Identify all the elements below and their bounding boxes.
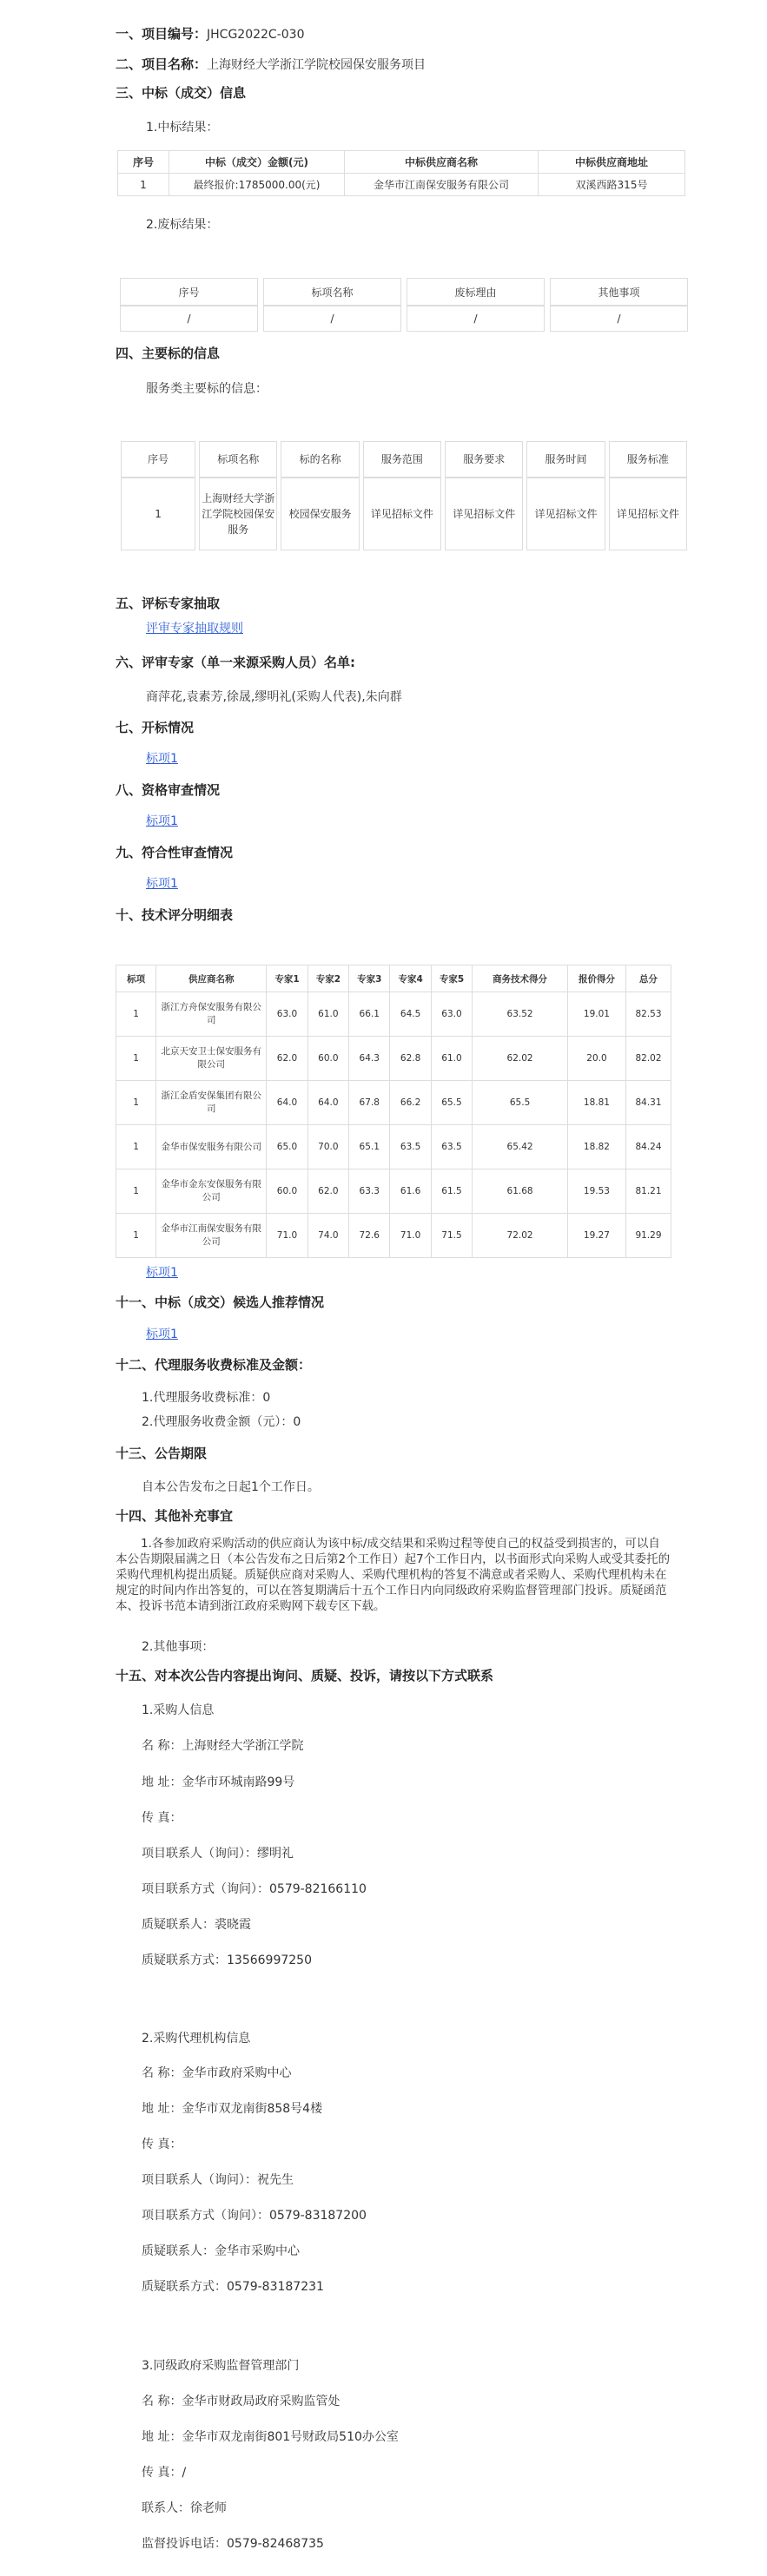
- agency-address: 地 址：金华市双龙南街858号4楼: [142, 2102, 323, 2116]
- table-header: 专家5: [431, 965, 472, 992]
- table-cell: 63.3: [349, 1169, 390, 1214]
- table-row: [120, 306, 688, 332]
- table-row: [116, 1081, 671, 1125]
- table-cell: 62.0: [307, 1169, 348, 1214]
- agency-name: 名 称：金华市政府采购中心: [142, 2066, 292, 2080]
- section-supplement-heading: 十四、其他补充事宜: [116, 1508, 234, 1524]
- score-table: [116, 965, 671, 1258]
- purchaser-contact-phone: 项目联系方式（询问）：0579-82166110: [142, 1882, 367, 1896]
- table-header: 报价得分: [567, 965, 625, 992]
- table-cell: 金华市保安服务有限公司: [156, 1125, 267, 1169]
- table-cell: 64.0: [267, 1081, 307, 1125]
- purchaser-name: 名 称：上海财经大学浙江学院: [142, 1739, 304, 1753]
- table-cell: 校园保安服务: [281, 478, 359, 550]
- subject-subtitle: 服务类主要标的信息：: [146, 382, 268, 396]
- table-cell: 19.53: [567, 1169, 625, 1214]
- section-candidate-heading: 十一、中标（成交）候选人推荐情况: [116, 1295, 325, 1310]
- table-cell: 浙江方舟保安服务有限公司: [156, 992, 267, 1037]
- supervisor-contact: 联系人：徐老师: [142, 2501, 227, 2515]
- experts-list: 商萍花,袁素芳,徐晟,缪明礼(采购人代表),朱向群: [146, 690, 402, 704]
- section-expert-draw-heading: 五、评标专家抽取: [116, 596, 221, 611]
- table-cell: 67.8: [349, 1081, 390, 1125]
- table-cell: 71.5: [431, 1214, 472, 1258]
- award-result-subtitle: 1.中标结果：: [146, 121, 219, 135]
- table-row: [121, 478, 687, 550]
- table-header: 服务范围: [363, 441, 441, 478]
- score-lot-link[interactable]: 标项1: [146, 1266, 178, 1280]
- table-header: 服务标准: [609, 441, 687, 478]
- table-header: 专家3: [349, 965, 390, 992]
- supervisor-complaint-phone: 监督投诉电话：0579-82468735: [142, 2537, 324, 2551]
- table-cell: 63.5: [431, 1125, 472, 1169]
- table-header: 标项: [116, 965, 156, 992]
- table-cell: 82.02: [625, 1037, 671, 1081]
- table-row: [116, 1214, 671, 1258]
- table-cell: 65.1: [349, 1125, 390, 1169]
- agency-fee-amount: 2.代理服务收费金额（元）：0: [142, 1415, 301, 1429]
- notice-period-text: 自本公告发布之日起1个工作日。: [142, 1480, 320, 1494]
- purchaser-fax: 传 真：: [142, 1811, 182, 1825]
- table-cell: 18.82: [567, 1125, 625, 1169]
- table-header-row: [116, 965, 671, 992]
- purchaser-complaint-contact: 质疑联系人：裘晓霞: [142, 1918, 251, 1932]
- table-cell: 浙江金盾安保集团有限公司: [156, 1081, 267, 1125]
- table-cell: 详见招标文件: [609, 478, 687, 550]
- table-cell: /: [263, 306, 401, 332]
- table-header: 服务要求: [445, 441, 523, 478]
- section-subject-heading: 四、主要标的信息: [116, 346, 221, 361]
- table-cell: 62.02: [473, 1037, 568, 1081]
- table-header-row: [118, 151, 685, 174]
- agency-info-title: 2.采购代理机构信息: [142, 2032, 251, 2046]
- table-cell: 63.52: [473, 992, 568, 1037]
- table-cell: /: [550, 306, 688, 332]
- table-cell: 详见招标文件: [526, 478, 605, 550]
- table-row: [116, 992, 671, 1037]
- table-cell: 61.0: [307, 992, 348, 1037]
- qualification-lot-link[interactable]: 标项1: [146, 814, 178, 828]
- agency-complaint-contact: 质疑联系人：金华市采购中心: [142, 2244, 300, 2258]
- section-qualification-heading: 八、资格审查情况: [116, 782, 221, 798]
- table-header-row: [120, 278, 688, 306]
- supervisor-address: 地 址：金华市双龙南街801号财政局510办公室: [142, 2430, 399, 2444]
- agency-contact: 项目联系人（询问）：祝先生: [142, 2173, 294, 2187]
- table-header: 专家1: [267, 965, 307, 992]
- table-cell: 60.0: [307, 1037, 348, 1081]
- table-cell: 62.8: [390, 1037, 431, 1081]
- table-header: 标项名称: [199, 441, 277, 478]
- table-row: [116, 1169, 671, 1214]
- table-cell: 1: [116, 1125, 156, 1169]
- table-cell: 64.5: [390, 992, 431, 1037]
- table-cell: 金华市江南保安服务有限公司: [345, 174, 539, 196]
- supervisor-fax: 传 真：/: [142, 2466, 187, 2480]
- table-header: 标的名称: [281, 441, 359, 478]
- table-cell: 最终报价:1785000.00(元): [169, 174, 345, 196]
- project-name-value: 上海财经大学浙江学院校园保安服务项目: [207, 58, 426, 72]
- section-experts-heading: 六、评审专家（单一来源采购人员）名单:: [116, 655, 356, 670]
- table-cell: 64.0: [307, 1081, 348, 1125]
- table-header: 其他事项: [550, 278, 688, 306]
- table-cell: 84.24: [625, 1125, 671, 1169]
- table-header: 序号: [121, 441, 195, 478]
- table-cell: 19.27: [567, 1214, 625, 1258]
- table-header: 专家2: [307, 965, 348, 992]
- section-contact-heading: 十五、对本次公告内容提出询问、质疑、投诉，请按以下方式联系: [116, 1668, 494, 1683]
- table-cell: 金华市金东安保服务有限公司: [156, 1169, 267, 1214]
- table-cell: 金华市江南保安服务有限公司: [156, 1214, 267, 1258]
- supervisor-name: 名 称：金华市财政局政府采购监管处: [142, 2395, 341, 2408]
- table-cell: 81.21: [625, 1169, 671, 1214]
- table-header: 中标（成交）金额(元): [169, 151, 345, 174]
- failed-result-subtitle: 2.废标结果：: [146, 218, 219, 232]
- award-result-table: [117, 150, 685, 196]
- table-cell: 82.53: [625, 992, 671, 1037]
- project-name-label: 二、项目名称：: [116, 56, 208, 72]
- project-number-label: 一、项目编号：: [116, 26, 208, 42]
- table-header: 专家4: [390, 965, 431, 992]
- table-header: 废标理由: [407, 278, 545, 306]
- table-header: 中标供应商地址: [539, 151, 685, 174]
- table-header-row: [121, 441, 687, 478]
- table-cell: 63.0: [267, 992, 307, 1037]
- purchaser-contact: 项目联系人（询问）：缪明礼: [142, 1847, 294, 1861]
- table-cell: 19.01: [567, 992, 625, 1037]
- project-number-value: JHCG2022C-030: [207, 28, 305, 42]
- supervisor-info-title: 3.同级政府采购监督管理部门: [142, 2359, 300, 2373]
- agency-fee-standard: 1.代理服务收费标准：0: [142, 1391, 271, 1405]
- agency-complaint-phone: 质疑联系方式：0579-83187231: [142, 2280, 324, 2294]
- section-agency-fee-heading: 十二、代理服务收费标准及金额：: [116, 1357, 312, 1373]
- table-header: 供应商名称: [156, 965, 267, 992]
- project-number-row: [116, 24, 304, 43]
- section-score-heading: 十、技术评分明细表: [116, 907, 234, 923]
- table-cell: 详见招标文件: [363, 478, 441, 550]
- table-cell: 1: [116, 1214, 156, 1258]
- table-cell: 71.0: [267, 1214, 307, 1258]
- table-cell: 71.0: [390, 1214, 431, 1258]
- table-cell: 61.68: [473, 1169, 568, 1214]
- table-cell: 72.02: [473, 1214, 568, 1258]
- table-cell: 18.81: [567, 1081, 625, 1125]
- table-cell: 65.5: [431, 1081, 472, 1125]
- table-cell: 63.5: [390, 1125, 431, 1169]
- table-cell: 1: [116, 1169, 156, 1214]
- table-cell: 上海财经大学浙江学院校园保安服务: [199, 478, 277, 550]
- failed-result-table: [115, 278, 693, 332]
- section-opening-heading: 七、开标情况: [116, 720, 195, 735]
- table-cell: /: [120, 306, 258, 332]
- table-cell: 65.5: [473, 1081, 568, 1125]
- table-cell: 63.0: [431, 992, 472, 1037]
- complaint-paragraph: 1.各参加政府采购活动的供应商认为该中标/成交结果和采购过程等使自己的权益受到损害的，可以自本公告期限届满之日（本公告发布之日后第2个工作日）起7个工作日内，以书面形式向采购人或受其委托的采购代理机构提出质疑。质疑供应商对采购人、采购代理机构的答复不满意或者采购人、采购代理机构未在规定的时间内作出答复的，可以在答复期满后十五个工作日内向同级政府采购监督管理部门投诉。质疑函范本、投诉书范本请到浙江政府采购网下载专区下载。: [116, 1537, 671, 1613]
- table-cell: 1: [116, 992, 156, 1037]
- section-award-heading: 三、中标（成交）信息: [116, 85, 247, 101]
- agency-fax: 传 真：: [142, 2138, 182, 2151]
- table-cell: 1: [121, 478, 195, 550]
- table-cell: 61.5: [431, 1169, 472, 1214]
- agency-contact-phone: 项目联系方式（询问）：0579-83187200: [142, 2209, 367, 2223]
- table-cell: 60.0: [267, 1169, 307, 1214]
- table-cell: 1: [118, 174, 169, 196]
- table-header: 服务时间: [526, 441, 605, 478]
- table-header: 序号: [120, 278, 258, 306]
- purchaser-address: 地 址：金华市环城南路99号: [142, 1776, 295, 1789]
- table-cell: 64.3: [349, 1037, 390, 1081]
- table-cell: 61.0: [431, 1037, 472, 1081]
- compliance-lot-link[interactable]: 标项1: [146, 877, 178, 891]
- table-cell: 74.0: [307, 1214, 348, 1258]
- table-cell: /: [407, 306, 545, 332]
- table-row: [118, 174, 685, 196]
- table-row: [116, 1037, 671, 1081]
- other-matters: 2.其他事项：: [142, 1640, 215, 1654]
- table-header: 序号: [118, 151, 169, 174]
- table-cell: 84.31: [625, 1081, 671, 1125]
- table-cell: 20.0: [567, 1037, 625, 1081]
- table-cell: 61.6: [390, 1169, 431, 1214]
- table-header: 总分: [625, 965, 671, 992]
- table-cell: 70.0: [307, 1125, 348, 1169]
- section-compliance-heading: 九、符合性审查情况: [116, 845, 234, 860]
- table-cell: 双溪西路315号: [539, 174, 685, 196]
- opening-lot-link[interactable]: 标项1: [146, 752, 178, 766]
- section-notice-period-heading: 十三、公告期限: [116, 1446, 208, 1461]
- table-cell: 北京天安卫士保安服务有限公司: [156, 1037, 267, 1081]
- table-cell: 1: [116, 1037, 156, 1081]
- candidate-lot-link[interactable]: 标项1: [146, 1328, 178, 1341]
- expert-draw-rules-link[interactable]: 评审专家抽取规则: [146, 622, 243, 636]
- purchaser-complaint-phone: 质疑联系方式：13566997250: [142, 1953, 312, 1967]
- table-cell: 详见招标文件: [445, 478, 523, 550]
- table-header: 标项名称: [263, 278, 401, 306]
- table-cell: 65.42: [473, 1125, 568, 1169]
- project-name-row: [116, 55, 426, 73]
- table-cell: 1: [116, 1081, 156, 1125]
- subject-table: [117, 441, 691, 550]
- table-header: 中标供应商名称: [345, 151, 539, 174]
- table-cell: 65.0: [267, 1125, 307, 1169]
- table-cell: 66.2: [390, 1081, 431, 1125]
- table-cell: 66.1: [349, 992, 390, 1037]
- table-cell: 62.0: [267, 1037, 307, 1081]
- table-row: [116, 1125, 671, 1169]
- table-header: 商务技术得分: [473, 965, 568, 992]
- table-cell: 91.29: [625, 1214, 671, 1258]
- purchaser-info-title: 1.采购人信息: [142, 1703, 215, 1717]
- table-cell: 72.6: [349, 1214, 390, 1258]
